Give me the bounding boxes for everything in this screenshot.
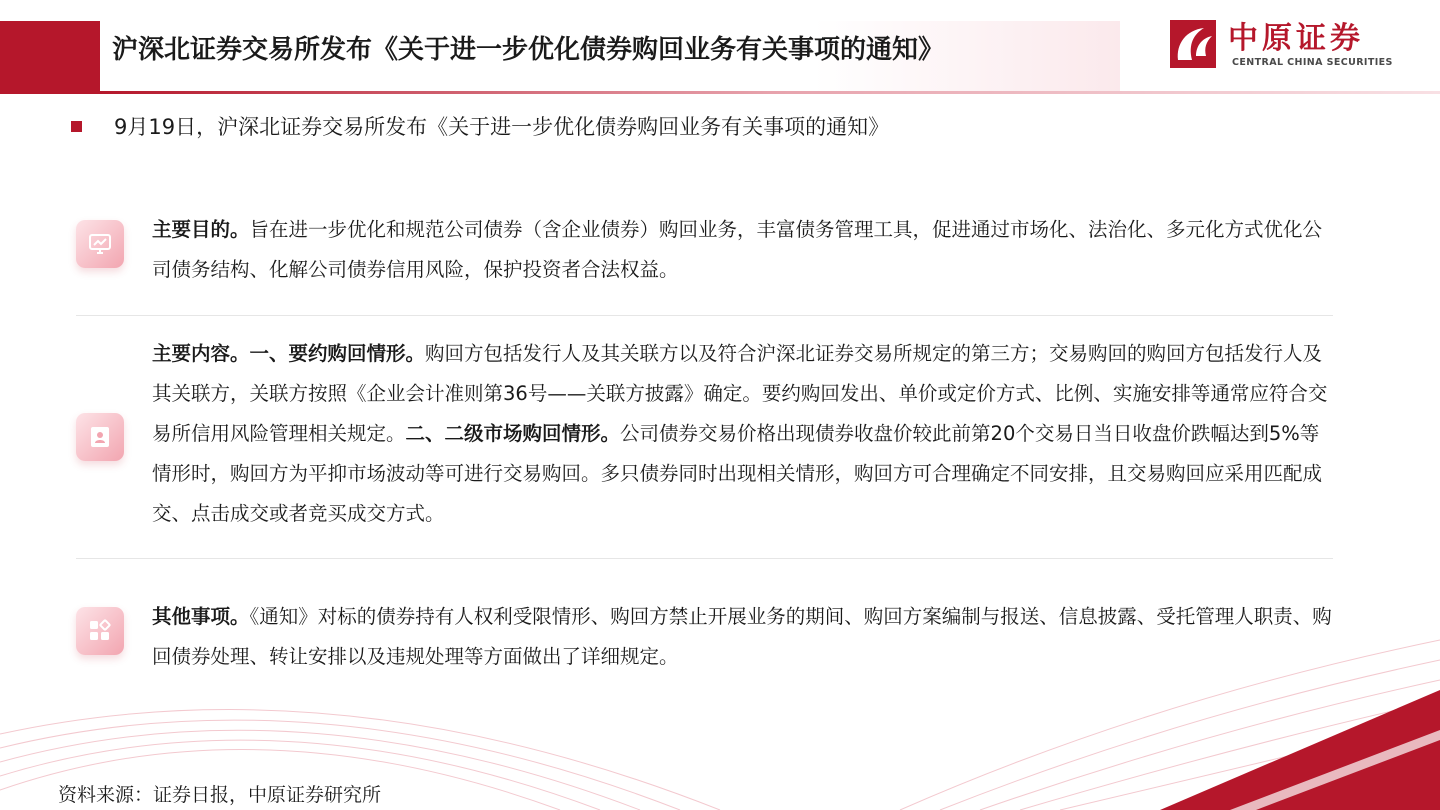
item-icon-box (76, 220, 124, 268)
item-content-text (152, 334, 1332, 534)
item-label: 其他事项。 (152, 605, 250, 628)
header-accent-block (0, 21, 100, 94)
company-logo (1170, 20, 1410, 72)
logo-mark-icon (1170, 20, 1216, 68)
item-body: 购回方包括发行人及其关联方以及符合沪深北证券交易所规定的第三方；交易购回的购回方包括发行人及其关联方，关联方按照《企业会计准则第36号——关联方披露》确定。要约购回发出、单价或定价方式、比例、实施安排等通常应符合交易所信用风险管理相关规定。 (152, 342, 1328, 445)
bullet-square (71, 121, 82, 132)
item-purpose-text (152, 210, 1332, 290)
page-title: 沪深北证券交易所发布《关于进一步优化债券购回业务有关事项的通知》 (112, 35, 945, 65)
subtitle: 9月19日，沪深北证券交易所发布《关于进一步优化债券购回业务有关事项的通知》 (114, 115, 890, 139)
item-label: 主要目的。 (152, 218, 250, 241)
header-underline (100, 91, 1440, 94)
apps-grid-icon (88, 619, 112, 643)
monitor-chart-icon (88, 232, 112, 256)
divider (76, 558, 1333, 559)
item-body: 公司债券交易价格出现债券收盘价较此前第20个交易日当日收盘价跌幅达到5%等情形时，购回方为平抑市场波动等可进行交易购回。多只债券同时出现相关情形，购回方可合理确定不同安排，且交易购回应采用匹配成交、点击成交或者竞买成交方式。 (152, 422, 1323, 525)
contact-card-icon (88, 425, 112, 449)
item-icon-box (76, 607, 124, 655)
corner-shape (1160, 690, 1440, 810)
item-body: 《通知》对标的债券持有人权利受限情形、购回方禁止开展业务的期间、购回方案编制与报送、信息披露、受托管理人职责、购回债券处理、转让安排以及违规处理等方面做出了详细规定。 (152, 605, 1332, 668)
item-other-text (152, 597, 1332, 677)
item-body: 旨在进一步优化和规范公司债券（含企业债券）购回业务，丰富债务管理工具，促进通过市场化、法治化、多元化方式优化公司债务结构、化解公司债券信用风险，保护投资者合法权益。 (152, 218, 1323, 281)
logo-chinese-name: 中原证券 (1228, 21, 1364, 56)
item-icon-box (76, 413, 124, 461)
item-label: 主要内容。一、要约购回情形。 (152, 342, 426, 365)
source-note: 资料来源：证券日报，中原证券研究所 (58, 784, 382, 806)
logo-english-name: CENTRAL CHINA SECURITIES (1232, 57, 1393, 68)
divider (76, 315, 1333, 316)
item-sublabel: 二、二级市场购回情形。 (405, 422, 621, 445)
